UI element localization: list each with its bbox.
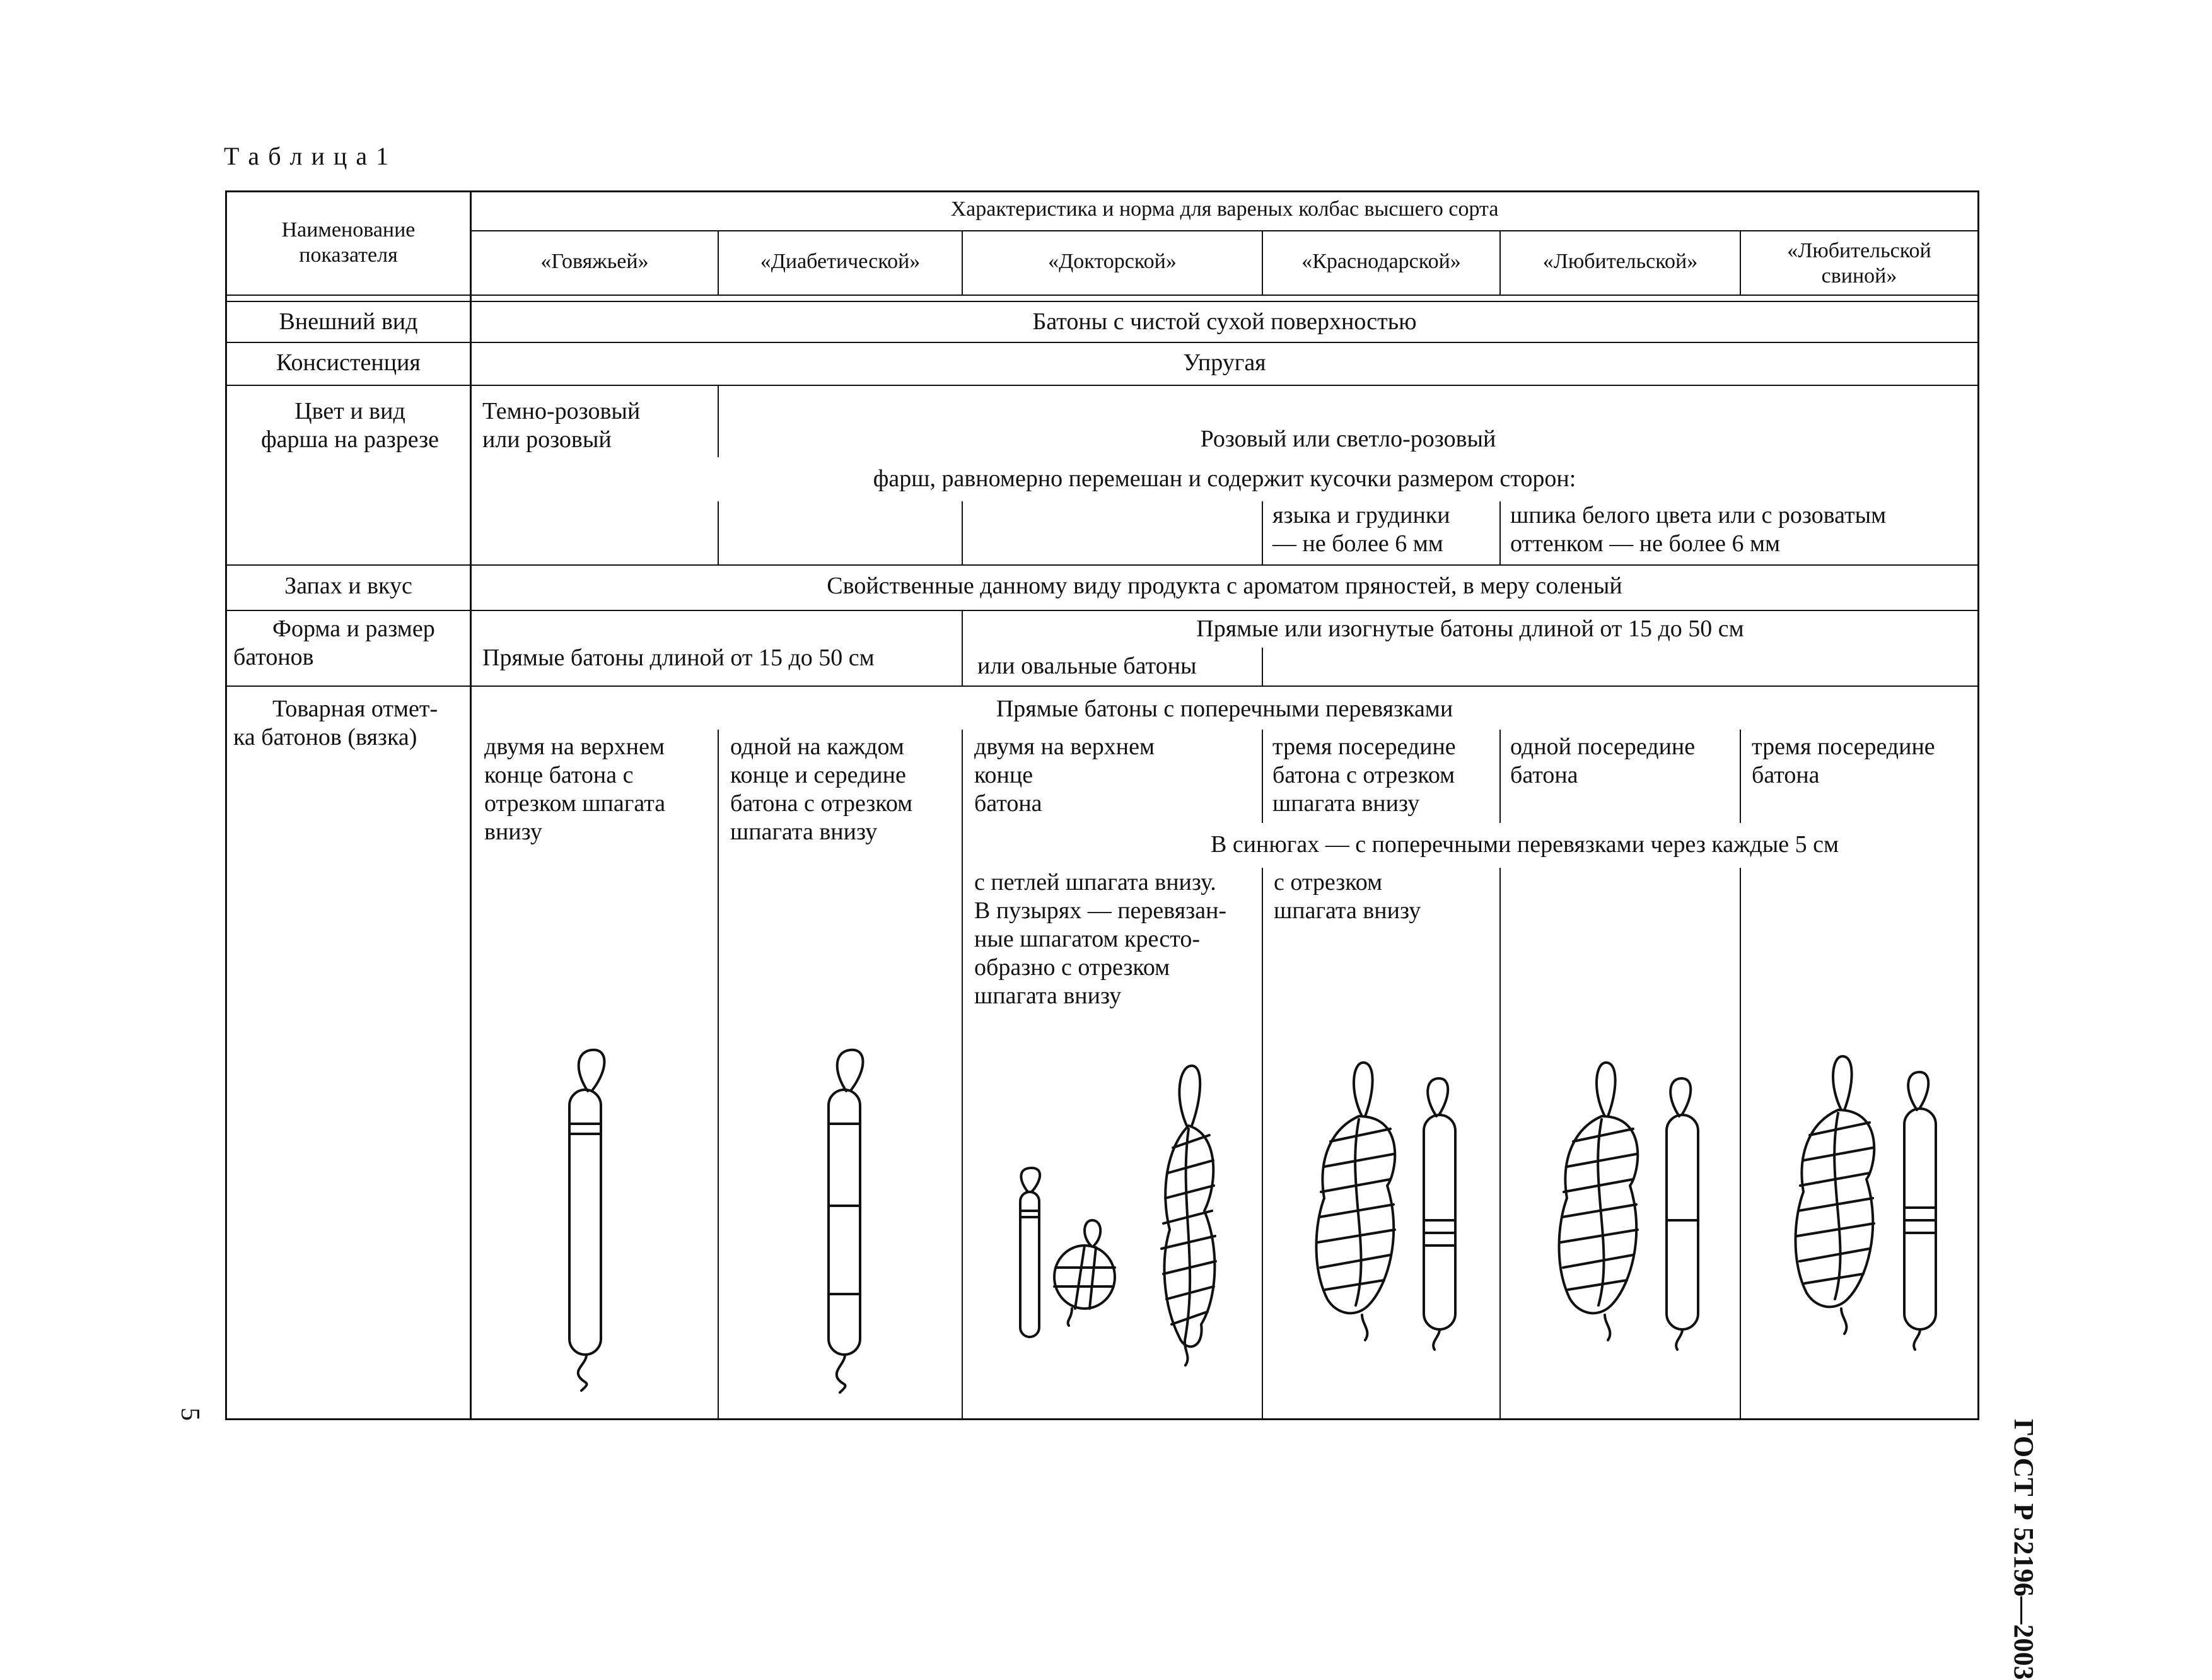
sausage-doctor-icon — [1020, 1066, 1216, 1365]
header-col-lubitel: «Любительской» — [1542, 250, 1698, 273]
header-col-beef: «Говяжьей» — [540, 250, 649, 273]
sausage-krasnodar-icon — [1317, 1063, 1456, 1350]
page-number: 5 — [175, 1408, 204, 1421]
row-smell-label: Запах и вкус — [284, 573, 412, 599]
row-shape-oval: или овальные батоны — [977, 653, 1197, 679]
row-shape-curved: Прямые или изогнутые батоны длиной от 15 до 50 см — [1196, 615, 1744, 642]
row-shape-straight: Прямые батоны длиной от 15 до 50 см — [482, 645, 875, 671]
row-consistency-value: Упругая — [1183, 349, 1266, 376]
table-caption: Т а б л и ц а 1 — [224, 142, 390, 170]
sausage-lubitel-pork-icon — [1796, 1056, 1936, 1350]
row-marking-top: Прямые батоны с поперечными перевязками — [996, 696, 1453, 722]
row-color-beef: Темно-розовый или розовый — [482, 398, 641, 453]
sausage-beef-icon — [569, 1050, 605, 1391]
header-indicator-name: Наименование показателя — [281, 218, 416, 267]
row-color-krasnodar: языка и грудинки — не более 6 мм — [1272, 502, 1450, 557]
row-marking-beef: двумя на верхнем конце батона с отрезком шпагата внизу — [484, 733, 666, 845]
header-col-doctor: «Докторской» — [1048, 250, 1177, 273]
header-col-krasnodar: «Краснодарской» — [1301, 250, 1461, 273]
row-consistency-label: Консистенция — [276, 349, 421, 376]
standard-designation: ГОСТ Р 52196—2003 — [2008, 1419, 2039, 1680]
sausage-lubitel-icon — [1559, 1063, 1699, 1350]
row-marking-krasnodar-cut: с отрезком шпагата внизу — [1274, 869, 1421, 924]
row-marking-lubitel-pork: тремя посередине батона — [1752, 733, 1935, 788]
row-shape-label: Форма и размер батонов — [233, 615, 435, 670]
row-marking-diabetic: одной на каждом конце и середине батона с отрезком шпагата внизу — [730, 733, 913, 845]
row-appearance-label: Внешний вид — [279, 308, 418, 335]
header-col-diabetic: «Диабетической» — [760, 250, 921, 273]
header-col-lubitel-pork: «Любительской свиной» — [1787, 239, 1931, 288]
row-marking-krasnodar: тремя посередине батона с отрезком шпагата внизу — [1272, 733, 1456, 817]
sausage-diabetic-icon — [829, 1050, 863, 1392]
header-group-title: Характеристика и норма для вареных колбас высшего сорта — [950, 197, 1499, 221]
row-marking-label: Товарная отмет- ка батонов (вязка) — [233, 696, 438, 750]
row-marking-doctor: двумя на верхнем конце батона — [974, 733, 1155, 817]
row-color-common: фарш, равномерно перемешан и содержит кусочки размером сторон: — [873, 465, 1576, 492]
row-color-others: Розовый или светло-розовый — [1200, 426, 1496, 452]
row-marking-sinyug: В синюгах — с поперечными перевязками через каждые 5 см — [1210, 831, 1839, 858]
row-appearance-value: Батоны с чистой сухой поверхностью — [1032, 308, 1417, 335]
row-marking-doctor-loop: с петлей шпагата внизу. В пузырях — перевязан- ные шпагатом кресто- образно с отрезком шпагата внизу — [974, 869, 1227, 1009]
row-smell-value: Свойственные данному виду продукта с ароматом пряностей, в меру соленый — [827, 573, 1622, 599]
row-color-lubitel: шпика белого цвета или с розоватым оттенком — не более 6 мм — [1510, 502, 1887, 557]
row-color-label: Цвет и вид фарша на разрезе — [261, 398, 439, 453]
row-marking-lubitel: одной посередине батона — [1510, 733, 1696, 788]
